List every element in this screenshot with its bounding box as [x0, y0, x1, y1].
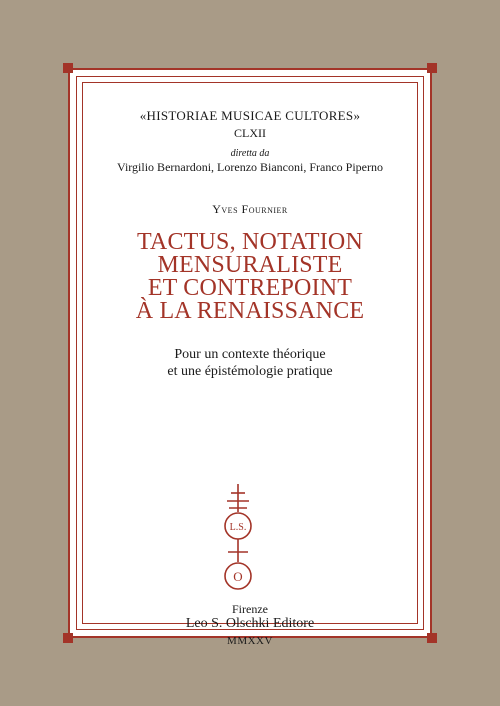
- title-line: ET CONTREPOINT: [147, 275, 353, 301]
- series-number: CLXII: [234, 126, 266, 140]
- subtitle-line: Pour un contexte théorique: [174, 347, 326, 362]
- publication-year: MMXXV: [227, 635, 273, 647]
- publisher-city: Firenze: [232, 602, 268, 616]
- logo-letter-bottom: O: [233, 569, 243, 584]
- book-subtitle: [70, 346, 430, 380]
- series-name: «HISTORIAE MUSICAE CULTORES»: [139, 108, 361, 123]
- book-title: [70, 231, 430, 323]
- logo-letters-top: L.S.: [229, 522, 247, 533]
- title-line: À LA RENAISSANCE: [135, 298, 365, 324]
- title-line: MENSURALISTE: [157, 252, 343, 278]
- title-line: TACTUS, NOTATION: [136, 229, 363, 255]
- directed-by-label: diretta da: [230, 148, 270, 159]
- publisher-logo-icon: [218, 482, 258, 594]
- author-name: Yves Fournier: [212, 202, 288, 216]
- series-editors: Virgilio Bernardoni, Lorenzo Bianconi, Franco Piperno: [117, 160, 383, 174]
- publisher-name: Leo S. Olschki Editore: [185, 616, 315, 631]
- subtitle-line: et une épistémologie pratique: [167, 364, 333, 379]
- cover-frame: [68, 68, 432, 647]
- cover-content: [70, 70, 430, 647]
